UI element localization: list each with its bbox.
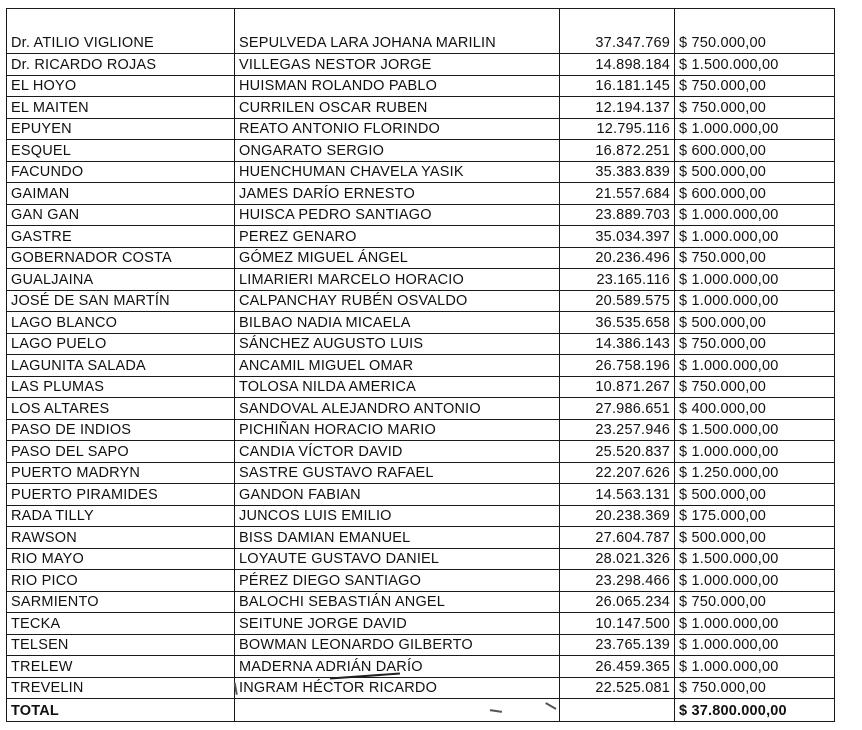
table-row: [7, 161, 835, 183]
empty-cell: [235, 699, 560, 722]
name-cell: GÓMEZ MIGUEL ÁNGEL: [235, 247, 560, 269]
locality-cell: TREVELIN: [7, 677, 235, 699]
locality-cell: JOSÉ DE SAN MARTÍN: [7, 290, 235, 312]
amount-cell: $ 1.000.000,00: [675, 634, 835, 656]
dni-cell: 16.181.145: [560, 75, 675, 97]
dni-cell: 26.459.365: [560, 656, 675, 678]
amount-cell: $ 1.000.000,00: [675, 355, 835, 377]
amount-cell: $ 400.000,00: [675, 398, 835, 420]
name-cell: SÁNCHEZ AUGUSTO LUIS: [235, 333, 560, 355]
table-row: [7, 226, 835, 248]
table-row: [7, 591, 835, 613]
locality-cell: LOS ALTARES: [7, 398, 235, 420]
dni-cell: 21.557.684: [560, 183, 675, 205]
name-cell: ONGARATO SERGIO: [235, 140, 560, 162]
dni-cell: 37.347.769: [560, 9, 675, 54]
locality-cell: LAGO PUELO: [7, 333, 235, 355]
amount-cell: $ 500.000,00: [675, 484, 835, 506]
dni-cell: 14.563.131: [560, 484, 675, 506]
name-cell: SEITUNE JORGE DAVID: [235, 613, 560, 635]
name-cell: INGRAM HÉCTOR RICARDO: [235, 677, 560, 699]
name-cell: HUENCHUMAN CHAVELA YASIK: [235, 161, 560, 183]
locality-cell: Dr. RICARDO ROJAS: [7, 54, 235, 76]
table-row: [7, 570, 835, 592]
locality-cell: EPUYEN: [7, 118, 235, 140]
name-cell: PEREZ GENARO: [235, 226, 560, 248]
amount-cell: $ 1.000.000,00: [675, 226, 835, 248]
dni-cell: 27.986.651: [560, 398, 675, 420]
amount-cell: $ 750.000,00: [675, 591, 835, 613]
locality-cell: RADA TILLY: [7, 505, 235, 527]
locality-cell: TRELEW: [7, 656, 235, 678]
table-row: [7, 140, 835, 162]
amount-cell: $ 1.000.000,00: [675, 441, 835, 463]
locality-cell: FACUNDO: [7, 161, 235, 183]
name-cell: MADERNA ADRIÁN DARÍO: [235, 656, 560, 678]
amount-cell: $ 750.000,00: [675, 9, 835, 54]
table-row: [7, 441, 835, 463]
table-row: [7, 290, 835, 312]
dni-cell: 10.147.500: [560, 613, 675, 635]
amount-cell: $ 750.000,00: [675, 376, 835, 398]
locality-cell: EL MAITEN: [7, 97, 235, 119]
amount-cell: $ 1.000.000,00: [675, 204, 835, 226]
dni-cell: 25.520.837: [560, 441, 675, 463]
dni-cell: 16.872.251: [560, 140, 675, 162]
locality-cell: PUERTO MADRYN: [7, 462, 235, 484]
table-row: [7, 462, 835, 484]
amount-cell: $ 750.000,00: [675, 677, 835, 699]
name-cell: HUISMAN ROLANDO PABLO: [235, 75, 560, 97]
name-cell: TOLOSA NILDA AMERICA: [235, 376, 560, 398]
name-cell: CANDIA VÍCTOR DAVID: [235, 441, 560, 463]
locality-cell: LAGO BLANCO: [7, 312, 235, 334]
table-row: [7, 548, 835, 570]
locality-cell: TECKA: [7, 613, 235, 635]
table-row: [7, 333, 835, 355]
amount-cell: $ 1.000.000,00: [675, 656, 835, 678]
amount-cell: $ 600.000,00: [675, 183, 835, 205]
table-row: [7, 419, 835, 441]
amount-cell: $ 1.500.000,00: [675, 54, 835, 76]
amount-cell: $ 500.000,00: [675, 161, 835, 183]
table-row: [7, 613, 835, 635]
table-row: [7, 656, 835, 678]
beneficiaries-table: [6, 8, 835, 722]
table-row: [7, 312, 835, 334]
table-row: [7, 183, 835, 205]
name-cell: HUISCA PEDRO SANTIAGO: [235, 204, 560, 226]
total-label: TOTAL: [7, 699, 235, 722]
name-cell: JUNCOS LUIS EMILIO: [235, 505, 560, 527]
locality-cell: LAGUNITA SALADA: [7, 355, 235, 377]
table-row: [7, 204, 835, 226]
table-row: [7, 9, 835, 54]
name-cell: VILLEGAS NESTOR JORGE: [235, 54, 560, 76]
name-cell: BISS DAMIAN EMANUEL: [235, 527, 560, 549]
table-row: [7, 677, 835, 699]
name-cell: GANDON FABIAN: [235, 484, 560, 506]
locality-cell: ESQUEL: [7, 140, 235, 162]
amount-cell: $ 1.000.000,00: [675, 613, 835, 635]
dni-cell: 12.795.116: [560, 118, 675, 140]
amount-cell: $ 1.500.000,00: [675, 419, 835, 441]
locality-cell: PUERTO PIRAMIDES: [7, 484, 235, 506]
amount-cell: $ 500.000,00: [675, 312, 835, 334]
table-body: [7, 9, 835, 722]
locality-cell: GUALJAINA: [7, 269, 235, 291]
amount-cell: $ 1.000.000,00: [675, 570, 835, 592]
locality-cell: Dr. ATILIO VIGLIONE: [7, 9, 235, 54]
table-row: [7, 376, 835, 398]
name-cell: PICHIÑAN HORACIO MARIO: [235, 419, 560, 441]
table-row: [7, 484, 835, 506]
name-cell: CURRILEN OSCAR RUBEN: [235, 97, 560, 119]
name-cell: BILBAO NADIA MICAELA: [235, 312, 560, 334]
table-row: [7, 505, 835, 527]
name-cell: CALPANCHAY RUBÉN OSVALDO: [235, 290, 560, 312]
name-cell: SEPULVEDA LARA JOHANA MARILIN: [235, 9, 560, 54]
amount-cell: $ 1.000.000,00: [675, 118, 835, 140]
locality-cell: SARMIENTO: [7, 591, 235, 613]
dni-cell: 26.065.234: [560, 591, 675, 613]
dni-cell: 23.765.139: [560, 634, 675, 656]
dni-cell: 23.165.116: [560, 269, 675, 291]
name-cell: SASTRE GUSTAVO RAFAEL: [235, 462, 560, 484]
amount-cell: $ 1.000.000,00: [675, 269, 835, 291]
dni-cell: 36.535.658: [560, 312, 675, 334]
name-cell: REATO ANTONIO FLORINDO: [235, 118, 560, 140]
dni-cell: 22.207.626: [560, 462, 675, 484]
locality-cell: TELSEN: [7, 634, 235, 656]
locality-cell: RIO MAYO: [7, 548, 235, 570]
table-row: [7, 97, 835, 119]
table-row: [7, 75, 835, 97]
table-row: [7, 527, 835, 549]
amount-cell: $ 750.000,00: [675, 75, 835, 97]
name-cell: ANCAMIL MIGUEL OMAR: [235, 355, 560, 377]
table-row: [7, 398, 835, 420]
dni-cell: 35.383.839: [560, 161, 675, 183]
name-cell: SANDOVAL ALEJANDRO ANTONIO: [235, 398, 560, 420]
total-row: [7, 699, 835, 722]
dni-cell: 12.194.137: [560, 97, 675, 119]
dni-cell: 22.525.081: [560, 677, 675, 699]
dni-cell: 20.236.496: [560, 247, 675, 269]
amount-cell: $ 750.000,00: [675, 333, 835, 355]
name-cell: BOWMAN LEONARDO GILBERTO: [235, 634, 560, 656]
locality-cell: GASTRE: [7, 226, 235, 248]
dni-cell: 20.589.575: [560, 290, 675, 312]
empty-cell: [560, 699, 675, 722]
amount-cell: $ 175.000,00: [675, 505, 835, 527]
dni-cell: 23.257.946: [560, 419, 675, 441]
table-row: [7, 269, 835, 291]
dni-cell: 28.021.326: [560, 548, 675, 570]
amount-cell: $ 1.250.000,00: [675, 462, 835, 484]
table-row: [7, 355, 835, 377]
amount-cell: $ 750.000,00: [675, 97, 835, 119]
amount-cell: $ 750.000,00: [675, 247, 835, 269]
dni-cell: 26.758.196: [560, 355, 675, 377]
dni-cell: 23.298.466: [560, 570, 675, 592]
name-cell: LOYAUTE GUSTAVO DANIEL: [235, 548, 560, 570]
name-cell: BALOCHI SEBASTIÁN ANGEL: [235, 591, 560, 613]
name-cell: JAMES DARÍO ERNESTO: [235, 183, 560, 205]
total-amount: $ 37.800.000,00: [675, 699, 835, 722]
amount-cell: $ 1.000.000,00: [675, 290, 835, 312]
amount-cell: $ 1.500.000,00: [675, 548, 835, 570]
table-row: [7, 118, 835, 140]
dni-cell: 27.604.787: [560, 527, 675, 549]
locality-cell: GAN GAN: [7, 204, 235, 226]
dni-cell: 35.034.397: [560, 226, 675, 248]
table-row: [7, 247, 835, 269]
locality-cell: GAIMAN: [7, 183, 235, 205]
dni-cell: 10.871.267: [560, 376, 675, 398]
table-row: [7, 54, 835, 76]
name-cell: LIMARIERI MARCELO HORACIO: [235, 269, 560, 291]
dni-cell: 14.386.143: [560, 333, 675, 355]
dni-cell: 23.889.703: [560, 204, 675, 226]
table-row: [7, 634, 835, 656]
name-cell: PÉREZ DIEGO SANTIAGO: [235, 570, 560, 592]
amount-cell: $ 600.000,00: [675, 140, 835, 162]
locality-cell: GOBERNADOR COSTA: [7, 247, 235, 269]
locality-cell: EL HOYO: [7, 75, 235, 97]
amount-cell: $ 500.000,00: [675, 527, 835, 549]
locality-cell: PASO DE INDIOS: [7, 419, 235, 441]
locality-cell: PASO DEL SAPO: [7, 441, 235, 463]
locality-cell: RIO PICO: [7, 570, 235, 592]
dni-cell: 20.238.369: [560, 505, 675, 527]
locality-cell: LAS PLUMAS: [7, 376, 235, 398]
dni-cell: 14.898.184: [560, 54, 675, 76]
locality-cell: RAWSON: [7, 527, 235, 549]
